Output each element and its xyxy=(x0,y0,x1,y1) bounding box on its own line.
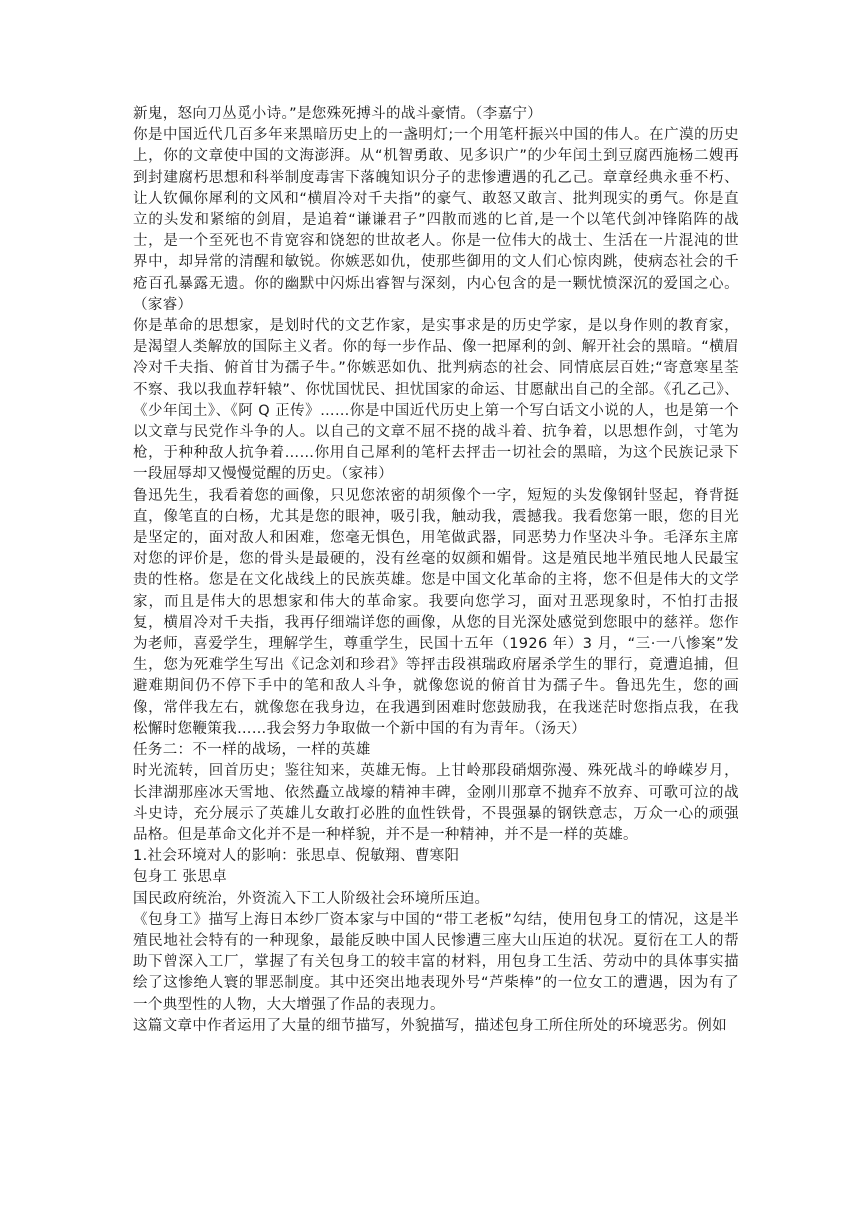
section-heading-social-environment: 1.社会环境对人的影响：张思卓、倪敏翔、曹寒阳 xyxy=(133,848,460,865)
paragraph-context: 国民政府统治，外资流入下工人阶级社会环境所压迫。 xyxy=(133,890,490,907)
paragraph-jiayi: 你是革命的思想家，是划时代的文艺作家，是实事求是的历史学家，是以身作则的教育家，是渴望人类解放的国际主义者。你的每一步作品、像一把犀利的剑、解开社会的黑暗。“横眉冷对千夫指、俯首甘为孺子牛。”你嫉恶如仇、批判病态的社会、同情底层百姓;“寄意寒星荃不察、我以我血荐轩辕”、你忧国忧民、担忧国家的命运、甘愿献出自己的全部。《孔乙己》、《少年闰土》、《阿 Q 正传》……你是中国近代历史上第一个写白话文小说的人，也是第一个以文章与民党作斗争的人。以自己的文章不屈不挠的战斗着、抗争着，以思想作剑，寸笔为枪，于种种敌人抗争着……你用自己犀利的笔杆去抨击一切社会的黑暗，为这个民族记录下一段屈辱却又慢慢觉醒的历史。（家祎） xyxy=(133,318,739,483)
task-two-heading: 任务二：不一样的战场，一样的英雄 xyxy=(133,742,371,759)
paragraph-poem-ending: 新鬼，怒向刀丛觅小诗。”是您殊死搏斗的战斗豪情。（李嘉宁） xyxy=(133,106,543,122)
paragraph-jiarui: 你是中国近代几百多年来黑暗历史上的一盏明灯;一个用笔杆振兴中国的伟人。在广漠的历史上，你的文章使中国的文海澎湃。从“机智勇敢、见多识广”的少年闰土到豆腐西施杨二嫂再到封建腐朽思想和科举制度毒害下落魄知识分子的悲惨遭遇的孔乙己。章章经典永垂不朽、让人钦佩你犀利的文风和“横眉冷对千夫指”的豪气、敢怒又敢言、批判现实的勇气。你是直立的头发和紧缩的剑眉，是追着“谦谦君子”四散而逃的匕首,是一个以笔代剑冲锋陷阵的战士，是一个至死也不肯宽容和饶恕的世故老人。你是一位伟大的战士、生活在一片混沌的世界中，却异常的清醒和敏锐。你嫉恶如仇，使那些御用的文人们心惊肉跳，使病态社会的千疮百孔暴露无遗。你的幽默中闪烁出睿智与深刻，内心包含的是一颗忧愤深沉的爱国之心。（家睿） xyxy=(133,127,739,313)
paragraph-details: 这篇文章中作者运用了大量的细节描写，外貌描写，描述包身工所住所处的环境恶劣。例如 xyxy=(133,1017,727,1034)
paragraph-baoshengong-summary: 《包身工》描写上海日本纱厂资本家与中国的“带工老板”勾结，使用包身工的情况，这是半殖民地社会特有的一种现象，最能反映中国人民惨遭三座大山压迫的状况。夏衍在工人的帮助下曾深入工厂，掌握了有关包身工的较丰富的材料，用包身工生活、劳动中的具体事实描绘了这惨绝人寰的罪恶制度。其中还突出地表现外号“芦柴棒”的一位女工的遭遇，因为有了一个典型性的人物，大大增强了作品的表现力。 xyxy=(133,911,739,1013)
subheading-baoshengong: 包身工 张思卓 xyxy=(133,869,228,886)
paragraph-heroes: 时光流转，回首历史；鉴往知来，英雄无悔。上甘岭那段硝烟弥漫、殊死战斗的峥嵘岁月，长津湖那座冰天雪地、依然矗立战壕的精神丰碑，金刚川那章不抛弃不放弃、可歌可泣的战斗史诗，充分展示了英雄儿女敢打必胜的血性铁骨，不畏强暴的钢铁意志，万众一心的顽强品格。但是革命文化并不是一种样貌，并不是一种精神，并不是一样的英雄。 xyxy=(133,763,739,843)
paragraph-tangtian: 鲁迅先生，我看着您的画像，只见您浓密的胡须像个一字，短短的头发像钢针竖起，脊背挺直，像笔直的白杨，尤其是您的眼神，吸引我，触动我，震撼我。我看您第一眼，您的目光是坚定的，面对敌人和困难，您毫无惧色，用笔做武器，同恶势力作坚决斗争。毛泽东主席对您的评价是，您的骨头是最硬的，没有丝毫的奴颜和媚骨。这是殖民地半殖民地人民最宝贵的性格。您是在文化战线上的民族英雄。您是中国文化革命的主将，您不但是伟大的文学家，而且是伟大的思想家和伟大的革命家。我要向您学习，面对丑恶现象时，不怕打击报复，横眉冷对千夫指，我再仔细端详您的画像，从您的目光深处感觉到您眼中的慈祥。您作为老师，喜爱学生，理解学生，尊重学生，民国十五年（1926 年）3 月，“三·一八惨案”发生，您为死难学生写出《记念刘和珍君》等抨击段祺瑞政府屠杀学生的罪行，竟遭追捕，但避难期间仍不停下手中的笔和敌人斗争，就像您说的俯首甘为孺子牛。鲁迅先生，您的画像，常伴我左右，就像您在我身边，在我遇到困难时您鼓励我，在我迷茫时您指点我，在我松懈时您鞭策我……我会努力争取做一个新中国的有为青年。（汤天） xyxy=(133,487,739,737)
